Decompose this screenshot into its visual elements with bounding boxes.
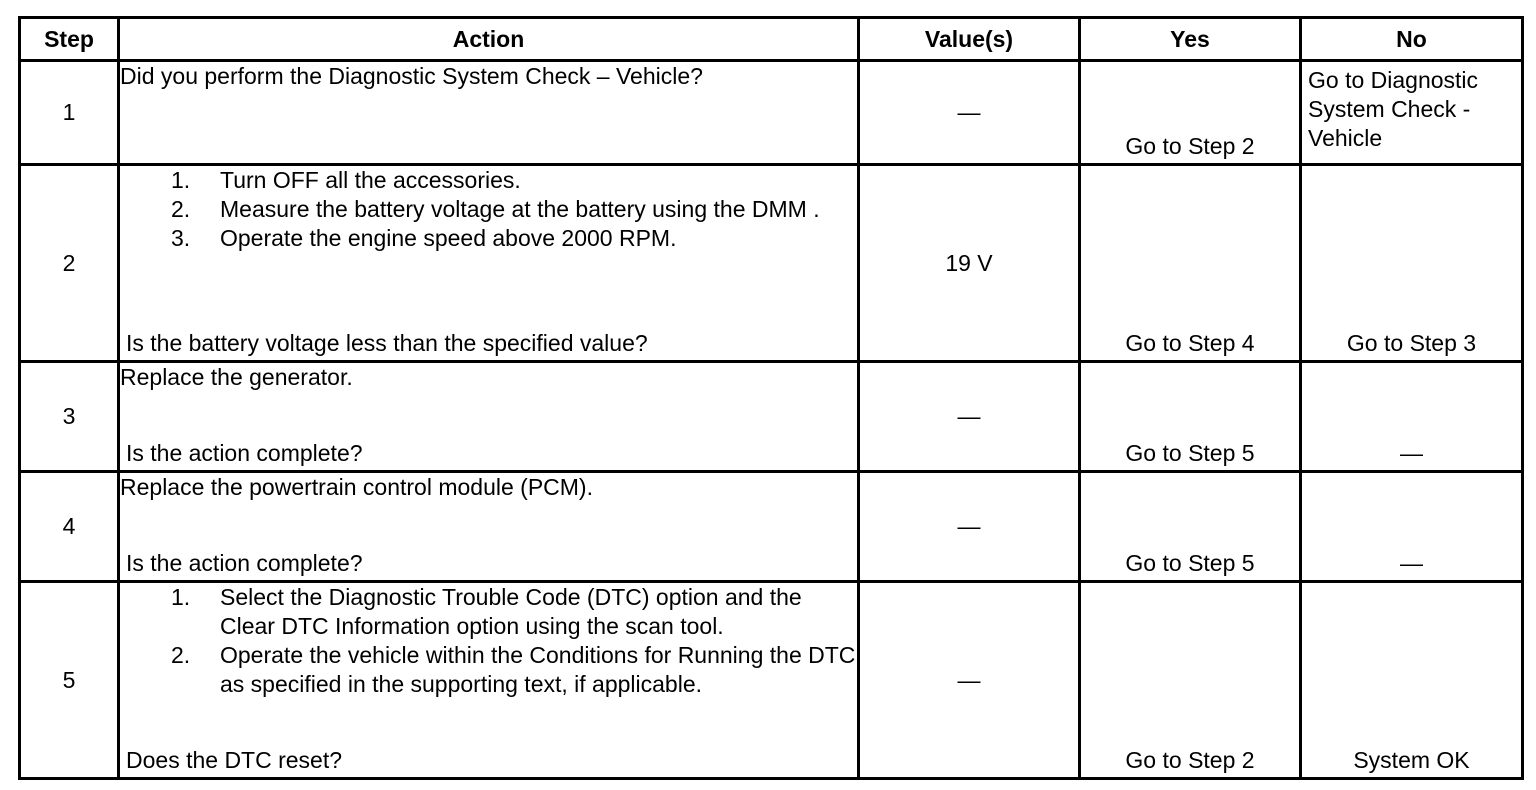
list-text: Operate the engine speed above 2000 RPM. [220, 225, 677, 251]
no-cell: System OK [1301, 582, 1523, 779]
list-text: Measure the battery voltage at the battery using the DMM . [220, 196, 820, 222]
header-yes: Yes [1080, 18, 1301, 61]
list-number: 1. [171, 584, 191, 610]
diagnostic-table [18, 16, 1524, 780]
action-cell [119, 582, 859, 779]
action-question: Is the action complete? [126, 440, 363, 466]
table-row [20, 582, 1523, 779]
list-number: 2. [171, 642, 191, 668]
step-number: 3 [20, 362, 119, 472]
action-text: Replace the powertrain control module (PCM). [120, 474, 593, 500]
no-cell: Go to Diagnostic System Check - Vehicle [1301, 61, 1523, 165]
action-question: Does the DTC reset? [126, 747, 343, 773]
yes-cell: Go to Step 5 [1080, 472, 1301, 582]
no-cell: — [1301, 472, 1523, 582]
step-number: 2 [20, 165, 119, 362]
table-row [20, 472, 1523, 582]
value-cell: — [859, 362, 1080, 472]
header-step: Step [20, 18, 119, 61]
list-item [171, 195, 857, 224]
action-cell [119, 362, 859, 472]
list-text: Turn OFF all the accessories. [220, 167, 521, 193]
value-cell: — [859, 61, 1080, 165]
yes-cell: Go to Step 4 [1080, 165, 1301, 362]
list-item [171, 166, 857, 195]
header-action: Action [119, 18, 859, 61]
action-cell [119, 165, 859, 362]
value-cell: — [859, 582, 1080, 779]
value-cell: 19 V [859, 165, 1080, 362]
header-values: Value(s) [859, 18, 1080, 61]
step-number: 5 [20, 582, 119, 779]
action-question: Is the action complete? [126, 550, 363, 576]
list-text: Select the Diagnostic Trouble Code (DTC) option and the Clear DTC Information option using the scan tool. [220, 584, 802, 639]
header-no: No [1301, 18, 1523, 61]
action-text: Did you perform the Diagnostic System Check – Vehicle? [120, 63, 703, 89]
table-row [20, 165, 1523, 362]
list-item [171, 641, 857, 699]
list-number: 1. [171, 167, 191, 193]
yes-cell: Go to Step 2 [1080, 582, 1301, 779]
list-item [171, 224, 857, 253]
action-cell [119, 472, 859, 582]
yes-cell: Go to Step 5 [1080, 362, 1301, 472]
no-cell: — [1301, 362, 1523, 472]
no-cell: Go to Step 3 [1301, 165, 1523, 362]
action-list [120, 166, 857, 253]
action-question: Is the battery voltage less than the specified value? [126, 330, 648, 356]
step-number: 4 [20, 472, 119, 582]
action-list [120, 583, 857, 699]
value-cell: — [859, 472, 1080, 582]
list-number: 2. [171, 196, 191, 222]
table-row [20, 362, 1523, 472]
header-row [20, 18, 1523, 61]
yes-cell: Go to Step 2 [1080, 61, 1301, 165]
action-text: Replace the generator. [120, 364, 353, 390]
table-row [20, 61, 1523, 165]
action-cell [119, 61, 859, 165]
list-item [171, 583, 857, 641]
list-text: Operate the vehicle within the Conditions for Running the DTC as specified in the supporting text, if applicable. [220, 642, 856, 697]
list-number: 3. [171, 225, 191, 251]
step-number: 1 [20, 61, 119, 165]
